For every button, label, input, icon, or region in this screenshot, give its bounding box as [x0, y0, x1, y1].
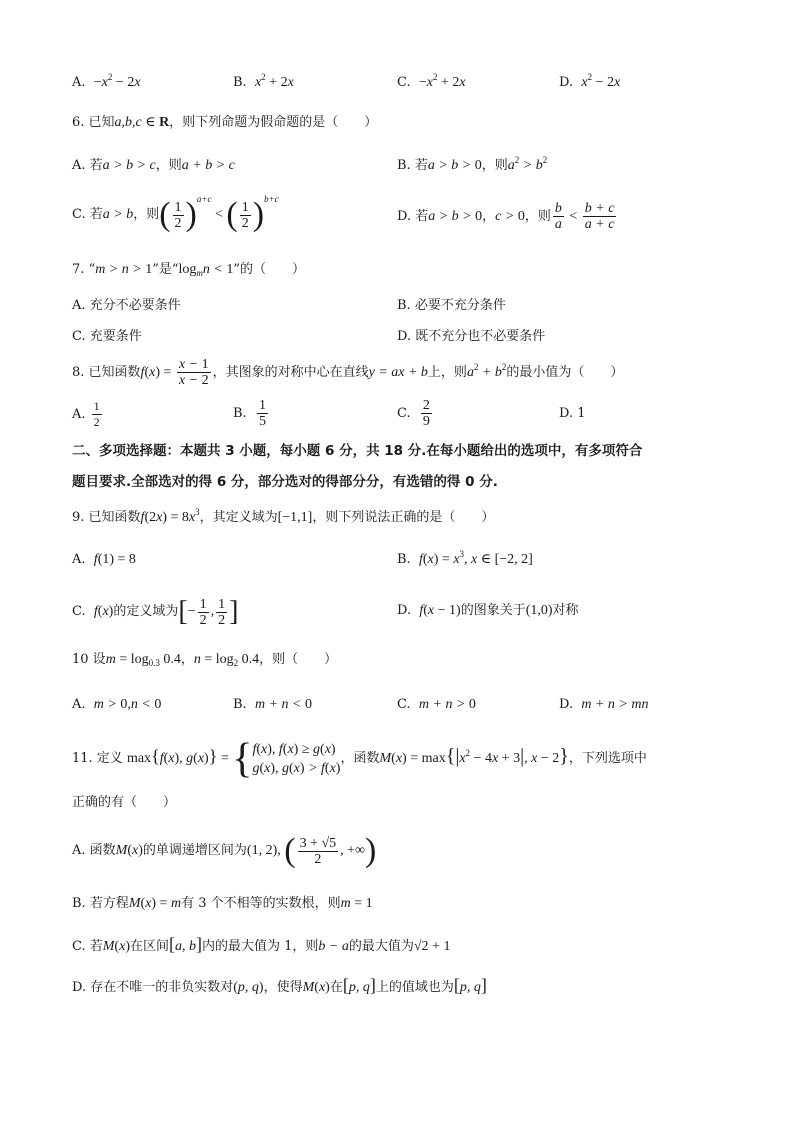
q8-option-c — [397, 396, 434, 432]
option-text: B. 若方程 — [72, 896, 129, 911]
math: $M(x) = \max\{|x^2 - 4x + 3|$, x − 2} — [379, 745, 569, 767]
math: f(x) = $\frac{x - 1}{x - 2}$ — [140, 357, 209, 389]
question-text: 6. 已知 — [72, 115, 115, 130]
option-text: 对称 — [552, 603, 579, 618]
math: M(x) = m — [128, 896, 182, 911]
option-text: C. 若 — [72, 939, 103, 954]
option-text: 的定义域为 — [113, 604, 179, 620]
option-text: 上的值域也为 — [375, 980, 454, 995]
option-text: 的最大值为 — [348, 939, 414, 954]
option-label: A. — [72, 697, 86, 712]
math: $m = \log_{0.3} 0.4$ — [105, 652, 181, 668]
option-label: A. — [72, 407, 86, 422]
question-text: ，则（ ） — [259, 652, 338, 667]
q5-option-c — [397, 73, 466, 93]
math: m > 0,n < 0 — [93, 697, 162, 712]
math: max{f(x), g(x)} = { f(x), f(x) ≥ g(x) g(x), g(x) > f(x) — [126, 735, 341, 782]
q8-stem — [72, 355, 623, 391]
q6-option-c — [72, 194, 279, 233]
q5-option-a — [72, 73, 141, 93]
question-text: ”的（ ） — [233, 262, 305, 277]
option-label: B. — [397, 552, 411, 567]
math: a,b,c ∈ R — [114, 115, 170, 130]
option-label: C. — [72, 604, 86, 620]
math: (1, 2), ( $\frac{3 + √5}{2}$ , +∞) — [246, 832, 377, 869]
math: $a^2 > b^2$ — [507, 155, 548, 173]
option-text: ，则 — [155, 158, 182, 173]
math: √2 + 1 — [413, 939, 451, 954]
option-text: A. 函数 — [72, 843, 116, 859]
math: y = ax + b — [368, 365, 428, 380]
math: a > b > 0 — [427, 158, 482, 173]
math: $n = \log_2 0.4$ — [193, 652, 260, 668]
math: a + b > c — [181, 158, 235, 173]
question-text: 11. 定义 — [72, 751, 123, 766]
question-text: ，函数 — [340, 751, 380, 766]
option-text: 有 3 个不相等的实数根，则 — [181, 896, 341, 911]
q11-option-c — [72, 934, 450, 957]
option-label: B. — [233, 75, 247, 90]
math: [−1,1] — [277, 510, 313, 525]
option-label: C. — [397, 75, 411, 90]
option-text: ，则 — [524, 209, 551, 224]
q7-option-b: B. 必要不充分条件 — [397, 298, 506, 313]
math: $x^2 + 2x$ — [254, 72, 294, 90]
question-text: ，则下列命题为假命题的是（ ） — [169, 115, 378, 130]
q5-option-d — [559, 73, 620, 93]
question-text: 10 设 — [72, 652, 106, 667]
math: $-x^2 + 2x$ — [418, 72, 466, 90]
q8-option-b — [233, 396, 270, 432]
option-text: 在区间 — [129, 939, 169, 954]
math: $\log_mn < 1$ — [178, 262, 234, 278]
math: f(1) = 8 — [93, 552, 136, 567]
q7-option-d: D. 既不充分也不必要条件 — [397, 329, 546, 344]
option-text: 在 — [329, 980, 343, 995]
question-text: ，则下列说法正确的是（ ） — [312, 510, 495, 525]
option-label: A. — [72, 75, 86, 90]
math: f(x − 1) — [419, 603, 461, 618]
math: M(x) — [102, 939, 130, 954]
option-label: C. — [397, 406, 411, 421]
q11-option-b — [72, 894, 373, 914]
q7-option-a: A. 充分不必要条件 — [72, 298, 181, 313]
section-heading: 二、多项选择题：本题共 3 小题，每小题 6 分，共 18 分.在每小题给出的选项中，有多项符合 — [72, 443, 643, 459]
q11-option-a — [72, 826, 376, 876]
math: [− $\frac{1}{2}$ , $\frac{1}{2}$ ] — [178, 596, 239, 628]
math: [p, q] — [342, 975, 376, 995]
math: [p, q] — [453, 975, 487, 995]
q6-option-a — [72, 156, 235, 176]
question-text: ”是“ — [152, 262, 179, 277]
q7-stem — [72, 260, 305, 280]
option-label: A. — [72, 552, 86, 567]
question-text: 8. 已知函数 — [72, 365, 141, 380]
q6-stem — [72, 113, 377, 133]
section-heading: 题目要求.全部选对的得 6 分，部分选对的得部分分，有选错的得 0 分. — [72, 474, 498, 490]
math: $-x^2 - 2x$ — [93, 72, 141, 90]
q9-option-c — [72, 594, 238, 630]
math: $\frac{2}{9}$ — [422, 398, 430, 429]
option-text: B. 若 — [397, 158, 428, 173]
q5-option-b — [233, 73, 294, 93]
math: m + n < 0 — [254, 697, 312, 712]
q8-option-a — [72, 398, 104, 432]
q6-option-b — [397, 156, 547, 176]
option-label: B. — [233, 697, 247, 712]
math: ( $\frac{1}{2}$ )$^{a+c}$ < ( $\frac{1}{2}$ )$^{b+c}$ — [159, 194, 279, 233]
q10-option-d — [559, 695, 648, 715]
option-text: A. 若 — [72, 158, 103, 173]
math: $f(2x) = 8x^3$ — [140, 507, 200, 525]
math: a > b — [102, 207, 134, 223]
q10-option-b — [233, 695, 312, 715]
q7-option-c: C. 充要条件 — [72, 329, 142, 344]
q11-option-d — [72, 975, 487, 998]
option-text: ，则 — [133, 207, 160, 223]
math: m + n > 0 — [418, 697, 476, 712]
math: $\frac{1}{5}$ — [258, 398, 266, 429]
math: $\frac{1}{2}$ — [93, 399, 100, 429]
math: f(x) — [93, 604, 114, 620]
math: $x^2 - 2x$ — [581, 72, 621, 90]
question-text: 的最小值为（ ） — [506, 365, 624, 380]
option-text: 的单调递增区间为 — [142, 843, 247, 859]
math: $f(x) = x^3$, x ∈ [−2, 2] — [418, 549, 533, 567]
q11-stem — [72, 732, 647, 783]
math: a > b > c — [102, 158, 156, 173]
math: a > b > 0 — [428, 209, 483, 224]
question-text: ，其定义域为 — [199, 510, 278, 525]
option-text: D. 存在不唯一的非负实数对 — [72, 980, 234, 995]
math: b − a — [318, 939, 349, 954]
math: (1,0) — [525, 603, 553, 618]
q9-option-d — [397, 601, 579, 621]
math: m + n > mn — [581, 697, 649, 712]
option-label: D. — [559, 75, 574, 90]
question-text: ，其图象的对称中心在直线 — [212, 365, 369, 380]
option-text: D. 若 — [397, 209, 429, 224]
math: M(x) — [302, 980, 330, 995]
option-text: ，则 — [481, 158, 508, 173]
question-text: ，下列选项中 — [568, 751, 647, 766]
math: [a, b] — [169, 934, 202, 954]
q10-option-a — [72, 695, 161, 715]
math: M(x) — [115, 843, 143, 859]
option-text: 的图象关于 — [460, 603, 526, 618]
option-text: ，使得 — [263, 980, 303, 995]
option-label: D. — [559, 697, 574, 712]
question-text: 7. “ — [72, 262, 96, 277]
option-text: 内的最大值为 1，则 — [202, 939, 319, 954]
option-label: D. — [397, 603, 412, 618]
math: c > 0 — [495, 209, 525, 224]
question-text: 上，则 — [427, 365, 467, 380]
q9-option-a — [72, 550, 136, 570]
question-text: 9. 已知函数 — [72, 510, 141, 525]
option-label: B. — [233, 406, 247, 421]
option-text: C. 若 — [72, 207, 103, 223]
q6-option-d — [397, 200, 618, 234]
math: m = 1 — [340, 896, 373, 911]
q8-option-d: D. 1 — [559, 406, 586, 421]
q9-stem — [72, 508, 494, 528]
option-label: C. — [397, 697, 411, 712]
option-text: ， — [482, 209, 496, 224]
q10-option-c — [397, 695, 476, 715]
math: $\frac{b}{a}$ < $\frac{b + c}{a + c}$ — [554, 201, 615, 233]
q9-option-b — [397, 550, 533, 570]
q10-stem — [72, 650, 337, 670]
q11-stem-cont: 正确的有（ ） — [72, 795, 177, 810]
math: m > n > 1 — [95, 262, 153, 277]
math: $a^2 + b^2$ — [466, 362, 507, 380]
math: (p, q) — [233, 980, 264, 995]
question-text: ， — [180, 652, 194, 667]
